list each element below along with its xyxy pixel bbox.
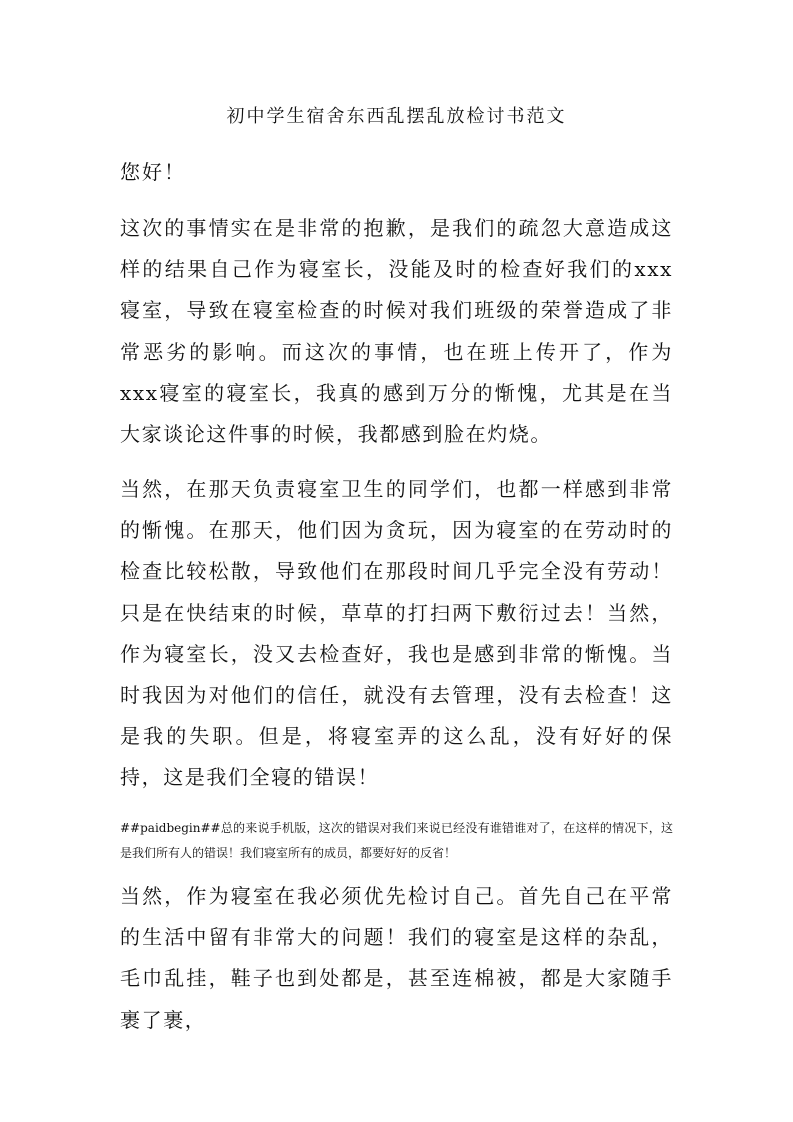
- small-note-paragraph: ##paidbegin##总的来说手机版，这次的错误对我们来说已经没有谁错谁对了，在这样的情况下，这是我们所有人的错误！我们寝室所有的成员，都要好好的反省！: [120, 821, 673, 860]
- body-paragraph-1: 这次的事情实在是非常的抱歉，是我们的疏忽大意造成这样的结果自己作为寝室长，没能及时的检查好我们的xxx寝室，导致在寝室检查的时候对我们班级的荣誉造成了非常恶劣的影响。而这次的事情，也在班上传开了，作为xxx寝室的寝室长，我真的感到万分的惭愧，尤其是在当大家谈论这件事的时候，我都感到脸在灼烧。: [120, 216, 673, 447]
- document-title: 初中学生宿舍东西乱摆乱放检讨书范文: [226, 106, 567, 127]
- greeting: 您好！: [120, 160, 186, 184]
- body-paragraph-3: 当然，作为寝室在我必须优先检讨自己。首先自己在平常的生活中留有非常大的问题！我们的寝室是这样的杂乱，毛巾乱挂，鞋子也到处都是，甚至连棉被，都是大家随手裹了裹，: [120, 884, 673, 1032]
- body-paragraph-2: 当然，在那天负责寝室卫生的同学们，也都一样感到非常的惭愧。在那天，他们因为贪玩，因为寝室的在劳动时的检查比较松散，导致他们在那段时间几乎完全没有劳动！只是在快结束的时候，草草的打扫两下敷衍过去！当然，作为寝室长，没又去检查好，我也是感到非常的惭愧。当时我因为对他们的信任，就没有去管理，没有去检查！这是我的失职。但是，将寝室弄的这么乱，没有好好的保持，这是我们全寝的错误！: [120, 477, 673, 790]
